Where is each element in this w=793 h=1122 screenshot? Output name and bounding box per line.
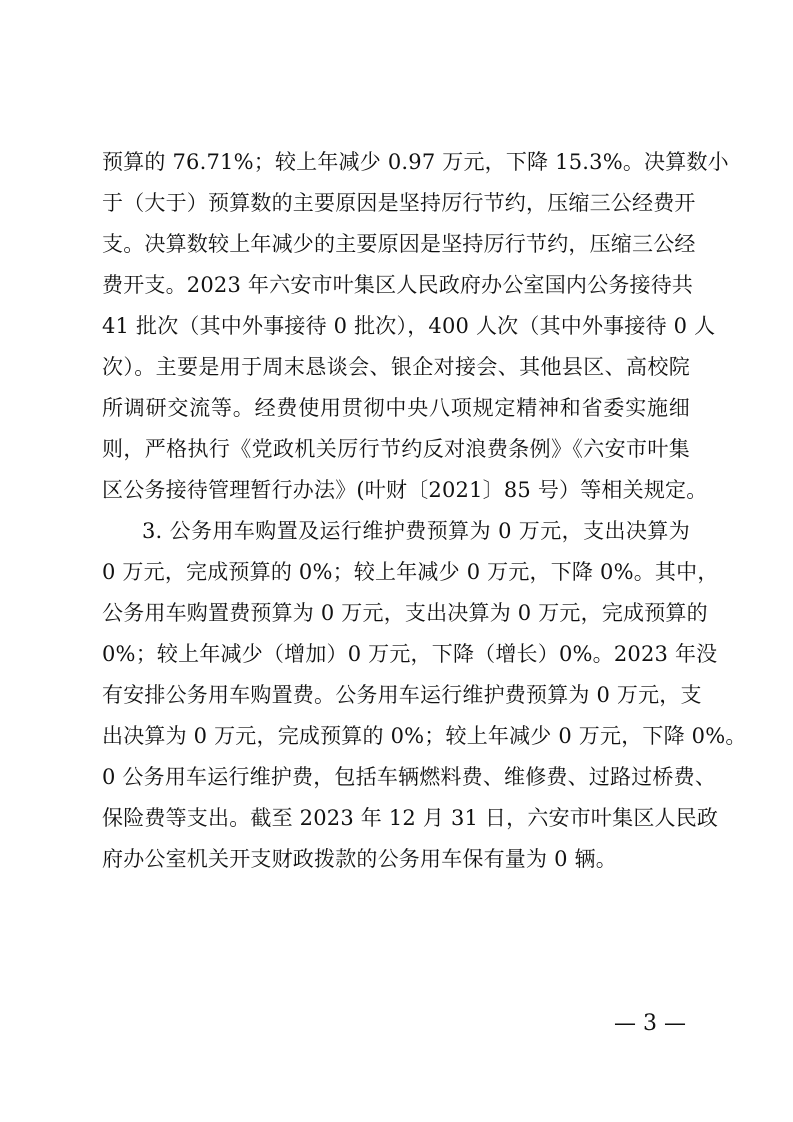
text-line: 有安排公务用车购置费。公务用车运行维护费预算为 0 万元，支 (102, 683, 702, 707)
text-line: 0%；较上年减少（增加）0 万元，下降（增长）0%。2023 年没 (102, 642, 718, 666)
text-line: 次）。主要是用于周末恳谈会、银企对接会、其他县区、高校院 (102, 355, 690, 379)
text-line: 府办公室机关开支财政拨款的公务用车保有量为 0 辆。 (102, 847, 617, 871)
text-line: 41 批次（其中外事接待 0 批次），400 人次（其中外事接待 0 人 (102, 314, 716, 338)
text-line: 公务用车购置费预算为 0 万元，支出决算为 0 万元，完成预算的 (102, 601, 708, 625)
text-line: 出决算为 0 万元，完成预算的 0%；较上年减少 0 万元，下降 0%。 (102, 724, 747, 748)
text-line: 费开支。2023 年六安市叶集区人民政府办公室国内公务接待共 (102, 273, 694, 297)
text-line: 于（大于）预算数的主要原因是坚持厉行节约，压缩三公经费开 (102, 191, 696, 215)
page-number: — 3 — (614, 1011, 686, 1036)
text-line: 0 公务用车运行维护费，包括车辆燃料费、维修费、过路过桥费、 (102, 765, 717, 789)
text-line: 3. 公务用车购置及运行维护费预算为 0 万元，支出决算为 (142, 519, 690, 543)
text-line: 0 万元，完成预算的 0%；较上年减少 0 万元，下降 0%。其中， (102, 560, 719, 584)
text-line: 则，严格执行《党政机关厉行节约反对浪费条例》《六安市叶集 (102, 437, 690, 461)
text-line: 支。决算数较上年减少的主要原因是坚持厉行节约，压缩三公经 (102, 232, 696, 256)
text-line: 保险费等支出。截至 2023 年 12 月 31 日，六安市叶集区人民政 (102, 806, 719, 830)
text-line: 区公务接待管理暂行办法》(叶财〔2021〕85 号）等相关规定。 (102, 478, 708, 502)
text-line: 所调研交流等。经费使用贯彻中央八项规定精神和省委实施细 (102, 396, 690, 420)
text-line: 预算的 76.71%；较上年减少 0.97 万元，下降 15.3%。决算数小 (102, 150, 729, 174)
